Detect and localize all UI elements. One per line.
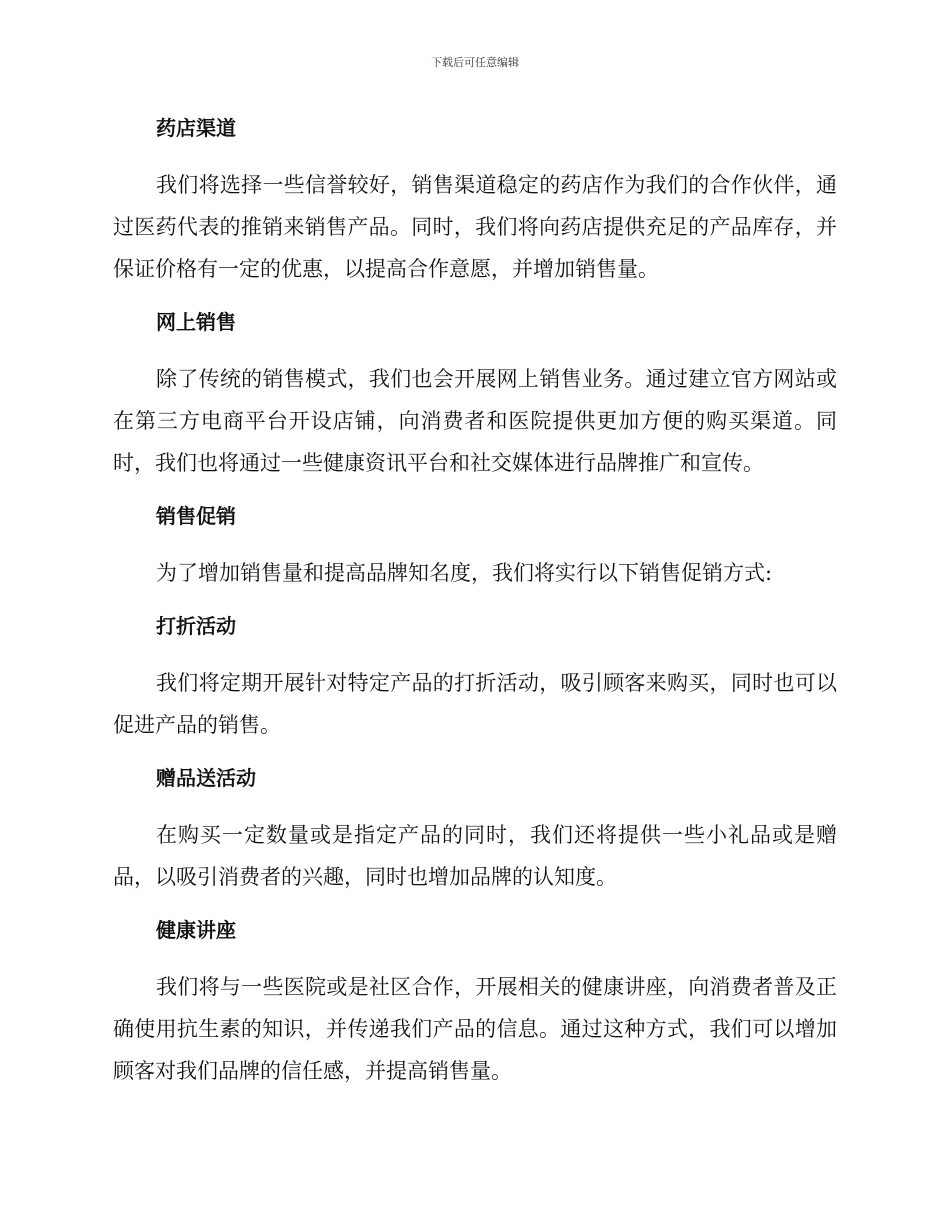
section-heading: 药店渠道 <box>156 116 236 140</box>
section-heading: 健康讲座 <box>156 918 236 942</box>
section-paragraph: 我们将与一些医院或是社区合作，开展相关的健康讲座，向消费者普及正确使用抗生素的知识，并传递我们产品的信息。通过这种方式，我们可以增加顾客对我们品牌的信任感，并提高销售量。 <box>113 975 837 1083</box>
section-heading: 打折活动 <box>156 614 236 638</box>
section-heading: 销售促销 <box>156 504 236 528</box>
section-heading: 网上销售 <box>156 310 236 334</box>
section-heading: 赠品送活动 <box>156 766 256 790</box>
section-health-lectures <box>113 912 837 1092</box>
document-body <box>113 110 837 1106</box>
section-paragraph: 除了传统的销售模式，我们也会开展网上销售业务。通过建立官方网站或在第三方电商平台开设店铺，向消费者和医院提供更加方便的购买渠道。同时，我们也将通过一些健康资讯平台和社交媒体进行品牌推广和宣传。 <box>113 367 837 475</box>
section-online-sales <box>113 304 837 484</box>
section-paragraph: 我们将定期开展针对特定产品的打折活动，吸引顾客来购买，同时也可以促进产品的销售。 <box>113 671 837 737</box>
section-paragraph: 为了增加销售量和提高品牌知名度，我们将实行以下销售促销方式: <box>156 561 773 585</box>
section-gift-events <box>113 760 837 898</box>
page-header: 下载后可任意编辑 <box>431 56 519 69</box>
section-paragraph: 在购买一定数量或是指定产品的同时，我们还将提供一些小礼品或是赠品，以吸引消费者的兴趣，同时也增加品牌的认知度。 <box>113 823 837 889</box>
section-sales-promotion <box>113 498 837 594</box>
section-pharmacy-channel <box>113 110 837 290</box>
section-discount-events <box>113 608 837 746</box>
section-paragraph: 我们将选择一些信誉较好，销售渠道稳定的药店作为我们的合作伙伴，通过医药代表的推销来销售产品。同时，我们将向药店提供充足的产品库存，并保证价格有一定的优惠，以提高合作意愿，并增加销售量。 <box>113 173 837 281</box>
